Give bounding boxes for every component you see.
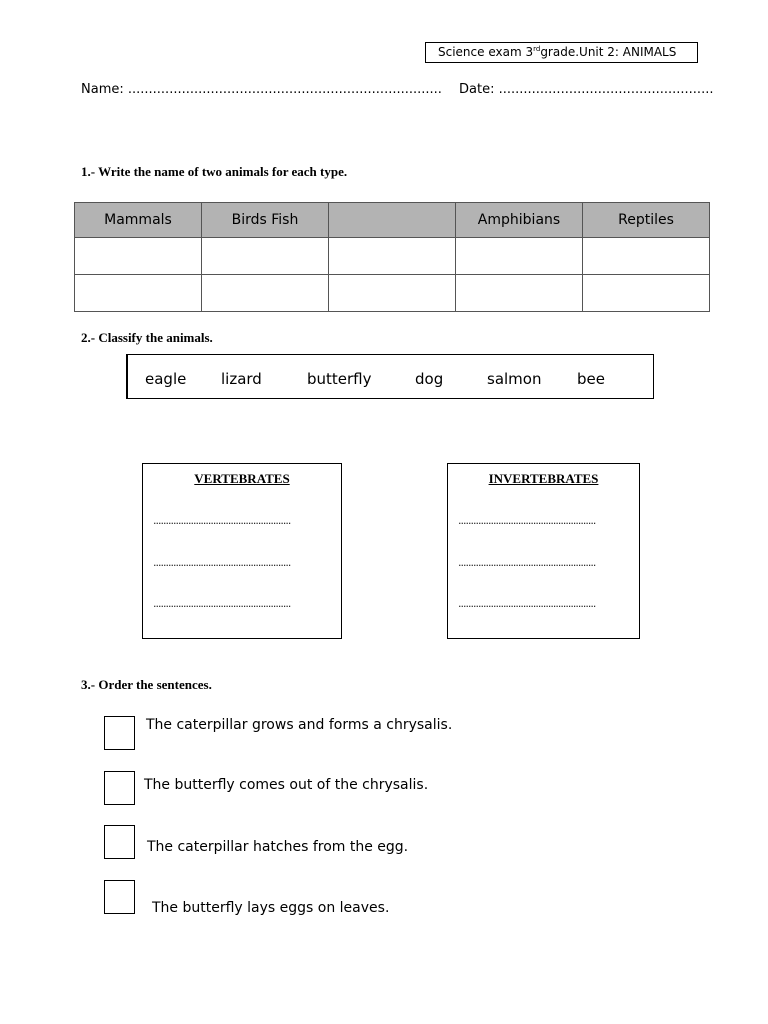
question-3-heading: 3.- Order the sentences. [81,677,212,692]
table-row [75,238,710,275]
exam-title-prefix: Science exam 3 [438,45,534,59]
invertebrates-title: INVERTEBRATES [488,471,599,486]
name-field[interactable]: Name: ............................................................................ [81,82,442,97]
word-lizard: lizard [221,370,262,388]
question-2-heading: 2.- Classify the animals. [81,330,213,345]
sentence-item: The butterfly comes out of the chrysalis. [144,777,429,793]
sentence-item: The caterpillar hatches from the egg. [147,839,409,855]
column-header-birds-fish: Birds Fish [202,203,329,238]
answer-cell[interactable] [583,275,710,312]
word-dog: dog [415,370,444,388]
sentence-item: The caterpillar grows and forms a chrysalis. [146,717,453,733]
question-1-heading: 1.- Write the name of two animals for each type. [81,164,348,179]
invertebrates-answer-line[interactable]: ....................................................... [458,514,596,527]
vertebrates-answer-line[interactable]: ....................................................... [153,556,291,569]
word-salmon: salmon [487,370,542,388]
animal-types-table [74,202,710,312]
word-bee: bee [577,370,605,388]
answer-cell[interactable] [456,275,583,312]
table-row [75,275,710,312]
vertebrates-answer-line[interactable]: ....................................................... [153,597,291,610]
invertebrates-answer-line[interactable]: ....................................................... [458,597,596,610]
order-checkbox[interactable] [104,825,135,859]
exam-title [425,42,698,63]
order-checkbox[interactable] [104,716,135,750]
word-eagle: eagle [145,370,187,388]
sentence-item: The butterfly lays eggs on leaves. [152,900,390,916]
answer-cell[interactable] [202,275,329,312]
answer-cell[interactable] [329,275,456,312]
invertebrates-answer-line[interactable]: ....................................................... [458,556,596,569]
column-header-blank [329,203,456,238]
order-checkbox[interactable] [104,771,135,805]
vertebrates-box [142,463,342,639]
answer-cell[interactable] [75,275,202,312]
exam-title-superscript: rd [533,45,541,53]
column-header-amphibians: Amphibians [456,203,583,238]
answer-cell[interactable] [456,238,583,275]
answer-cell[interactable] [75,238,202,275]
word-butterfly: butterfly [307,370,372,388]
column-header-reptiles: Reptiles [583,203,710,238]
vertebrates-answer-line[interactable]: ....................................................... [153,514,291,527]
answer-cell[interactable] [583,238,710,275]
date-field[interactable]: Date: .................................................... [459,82,714,97]
answer-cell[interactable] [202,238,329,275]
exam-title-suffix: grade.Unit 2: ANIMALS [540,45,677,59]
invertebrates-box [447,463,640,639]
table-header-row [75,203,710,238]
order-checkbox[interactable] [104,880,135,914]
vertebrates-title: VERTEBRATES [194,471,290,486]
column-header-mammals: Mammals [75,203,202,238]
word-bank [126,354,654,399]
answer-cell[interactable] [329,238,456,275]
